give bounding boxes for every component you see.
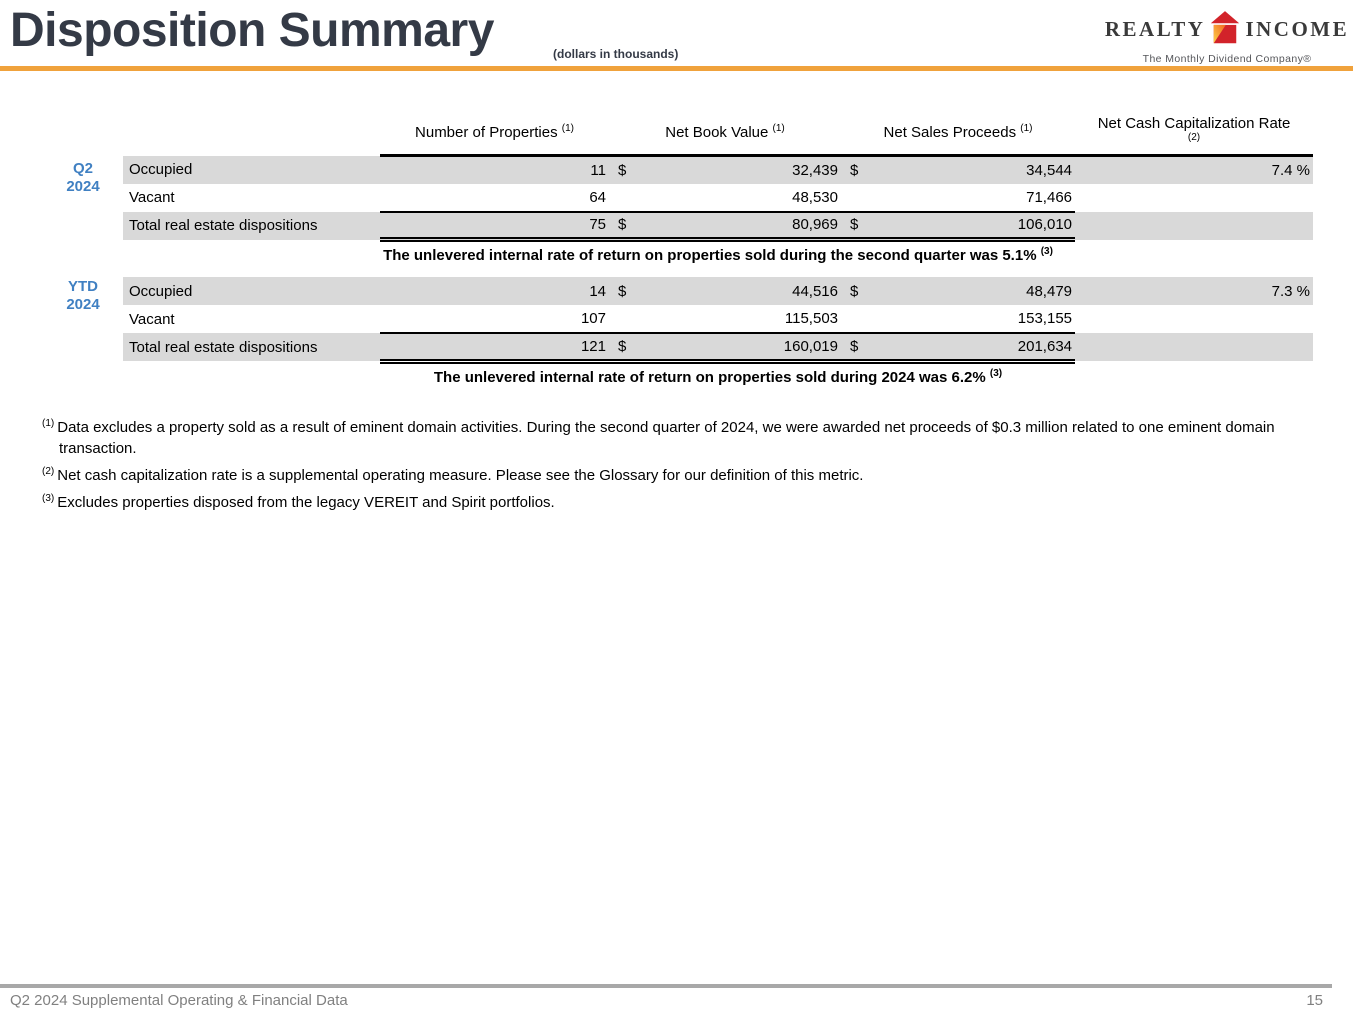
period-q2-line1: Q2	[72, 160, 93, 177]
disposition-table	[123, 115, 1313, 399]
col-header-footnote-mark: (1)	[561, 123, 574, 134]
row-label: Occupied	[123, 277, 380, 305]
period-label-q2-2024	[51, 160, 115, 196]
net-book-value: 115,503	[784, 310, 838, 327]
footnote-text: Net cash capitalization rate is a supplemental operating measure. Please see the Glossary for our definition of this metric.	[57, 467, 864, 484]
net-sales-proceeds: 106,010	[865, 212, 1075, 240]
col-header-footnote-mark: (1)	[1020, 123, 1033, 134]
page-title: Disposition Summary	[10, 4, 494, 57]
logo-word-realty: REALTY	[1104, 17, 1206, 41]
q2-irr-note-row	[123, 240, 1313, 278]
col-header-net-cash-cap-rate	[1075, 115, 1313, 156]
dollar-sign: $	[609, 277, 633, 305]
footnote-1	[42, 417, 1304, 459]
table-row-ytd-vacant	[123, 305, 1313, 333]
dollar-sign	[609, 184, 633, 212]
net-book-value: 48,530	[792, 188, 838, 206]
footer-divider	[0, 984, 1332, 988]
properties-value: 11	[380, 156, 609, 184]
footnote-text: Excludes properties disposed from the legacy VEREIT and Spirit portfolios.	[57, 494, 555, 511]
row-label: Vacant	[129, 189, 175, 206]
footnote-mark: (2)	[42, 466, 55, 477]
footnote-3	[42, 492, 1304, 513]
net-book-value: 32,439	[633, 156, 841, 184]
col-header-net-sales-proceeds	[841, 115, 1075, 156]
table-header-row	[123, 115, 1313, 156]
dollar-sign: $	[609, 156, 633, 184]
col-header-label: Net Book Value	[665, 124, 769, 141]
period-q2-line2: 2024	[66, 178, 100, 195]
q2-irr-note	[123, 240, 1313, 278]
net-sales-proceeds: 48,479	[865, 277, 1075, 305]
net-book-value: 80,969	[633, 212, 841, 240]
title-subtitle: (dollars in thousands)	[553, 47, 679, 61]
dollar-sign: $	[841, 212, 865, 240]
footnote-mark: (3)	[42, 493, 55, 504]
logo-word-income: INCOME	[1245, 17, 1350, 41]
logo-tagline: The Monthly Dividend Company®	[1142, 53, 1312, 65]
row-label: Total real estate dispositions	[123, 333, 380, 361]
logo-wordmark	[1104, 10, 1350, 49]
table-row-q2-vacant	[123, 184, 1313, 212]
footnote-mark: (1)	[42, 418, 55, 429]
footnote-text: Data excludes a property sold as a result of eminent domain activities. During the second quarter of 2024, we were awarded net proceeds of $0.3 million related to one eminent domain transaction.	[57, 419, 1275, 457]
net-sales-proceeds: 34,544	[865, 156, 1075, 184]
table-row-q2-total	[123, 212, 1313, 240]
table-row-ytd-total	[123, 333, 1313, 361]
col-header-label: Number of Properties	[415, 124, 558, 141]
net-sales-proceeds: 201,634	[865, 333, 1075, 361]
ytd-irr-note-row	[123, 361, 1313, 399]
col-header-number-of-properties	[380, 115, 609, 156]
period-ytd-line2: 2024	[66, 296, 100, 313]
house-icon	[1210, 10, 1240, 49]
disposition-table-wrap	[123, 115, 1313, 399]
footer-page-number: 15	[1306, 992, 1323, 1009]
ytd-irr-note-text: The unlevered internal rate of return on properties sold during 2024 was 6.2%	[433, 368, 986, 386]
col-header-footnote-mark: (1)	[772, 123, 785, 134]
dollar-sign: $	[841, 277, 865, 305]
row-label: Total real estate dispositions	[123, 212, 380, 240]
properties-value: 64	[589, 188, 606, 206]
footnote-2	[42, 465, 1304, 486]
ytd-irr-note	[123, 361, 1313, 399]
dollar-sign: $	[609, 333, 633, 361]
realty-income-logo	[1104, 10, 1350, 65]
dollar-sign: $	[609, 212, 633, 240]
cap-rate-value	[1075, 305, 1313, 333]
properties-value: 14	[380, 277, 609, 305]
dollar-sign: $	[841, 333, 865, 361]
period-label-ytd-2024	[51, 278, 115, 314]
footer-document-title: Q2 2024 Supplemental Operating & Financial Data	[10, 992, 348, 1009]
q2-irr-note-footnote-mark: (3)	[1040, 246, 1053, 257]
dollar-sign	[841, 184, 865, 212]
cap-rate-value	[1075, 212, 1313, 240]
dollar-sign	[841, 305, 865, 333]
period-ytd-line1: YTD	[68, 278, 98, 295]
col-header-label: Net Cash Capitalization Rate	[1097, 115, 1291, 132]
col-header-footnote-mark: (2)	[1187, 132, 1201, 143]
accent-divider	[0, 66, 1353, 71]
col-header-empty	[123, 115, 380, 156]
table-row-ytd-occupied	[123, 277, 1313, 305]
net-sales-proceeds: 153,155	[1017, 310, 1073, 327]
net-book-value: 160,019	[633, 333, 841, 361]
net-sales-proceeds: 71,466	[1026, 188, 1073, 206]
col-header-label: Net Sales Proceeds	[883, 124, 1017, 141]
properties-value: 107	[580, 310, 606, 327]
cap-rate-value: 7.4 %	[1075, 156, 1313, 184]
cap-rate-value	[1075, 333, 1313, 361]
row-label: Occupied	[123, 156, 380, 184]
dollar-sign: $	[841, 156, 865, 184]
table-row-q2-occupied	[123, 156, 1313, 184]
ytd-irr-note-footnote-mark: (3)	[989, 367, 1003, 379]
cap-rate-value	[1075, 184, 1313, 212]
properties-value: 75	[380, 212, 609, 240]
properties-value: 121	[380, 333, 609, 361]
dollar-sign	[609, 305, 633, 333]
q2-irr-note-text: The unlevered internal rate of return on properties sold during the second quarter was 5.1%	[383, 247, 1037, 264]
footnotes	[42, 417, 1304, 519]
net-book-value: 44,516	[633, 277, 841, 305]
cap-rate-value: 7.3 %	[1075, 277, 1313, 305]
col-header-net-book-value	[609, 115, 841, 156]
row-label: Vacant	[129, 310, 175, 328]
